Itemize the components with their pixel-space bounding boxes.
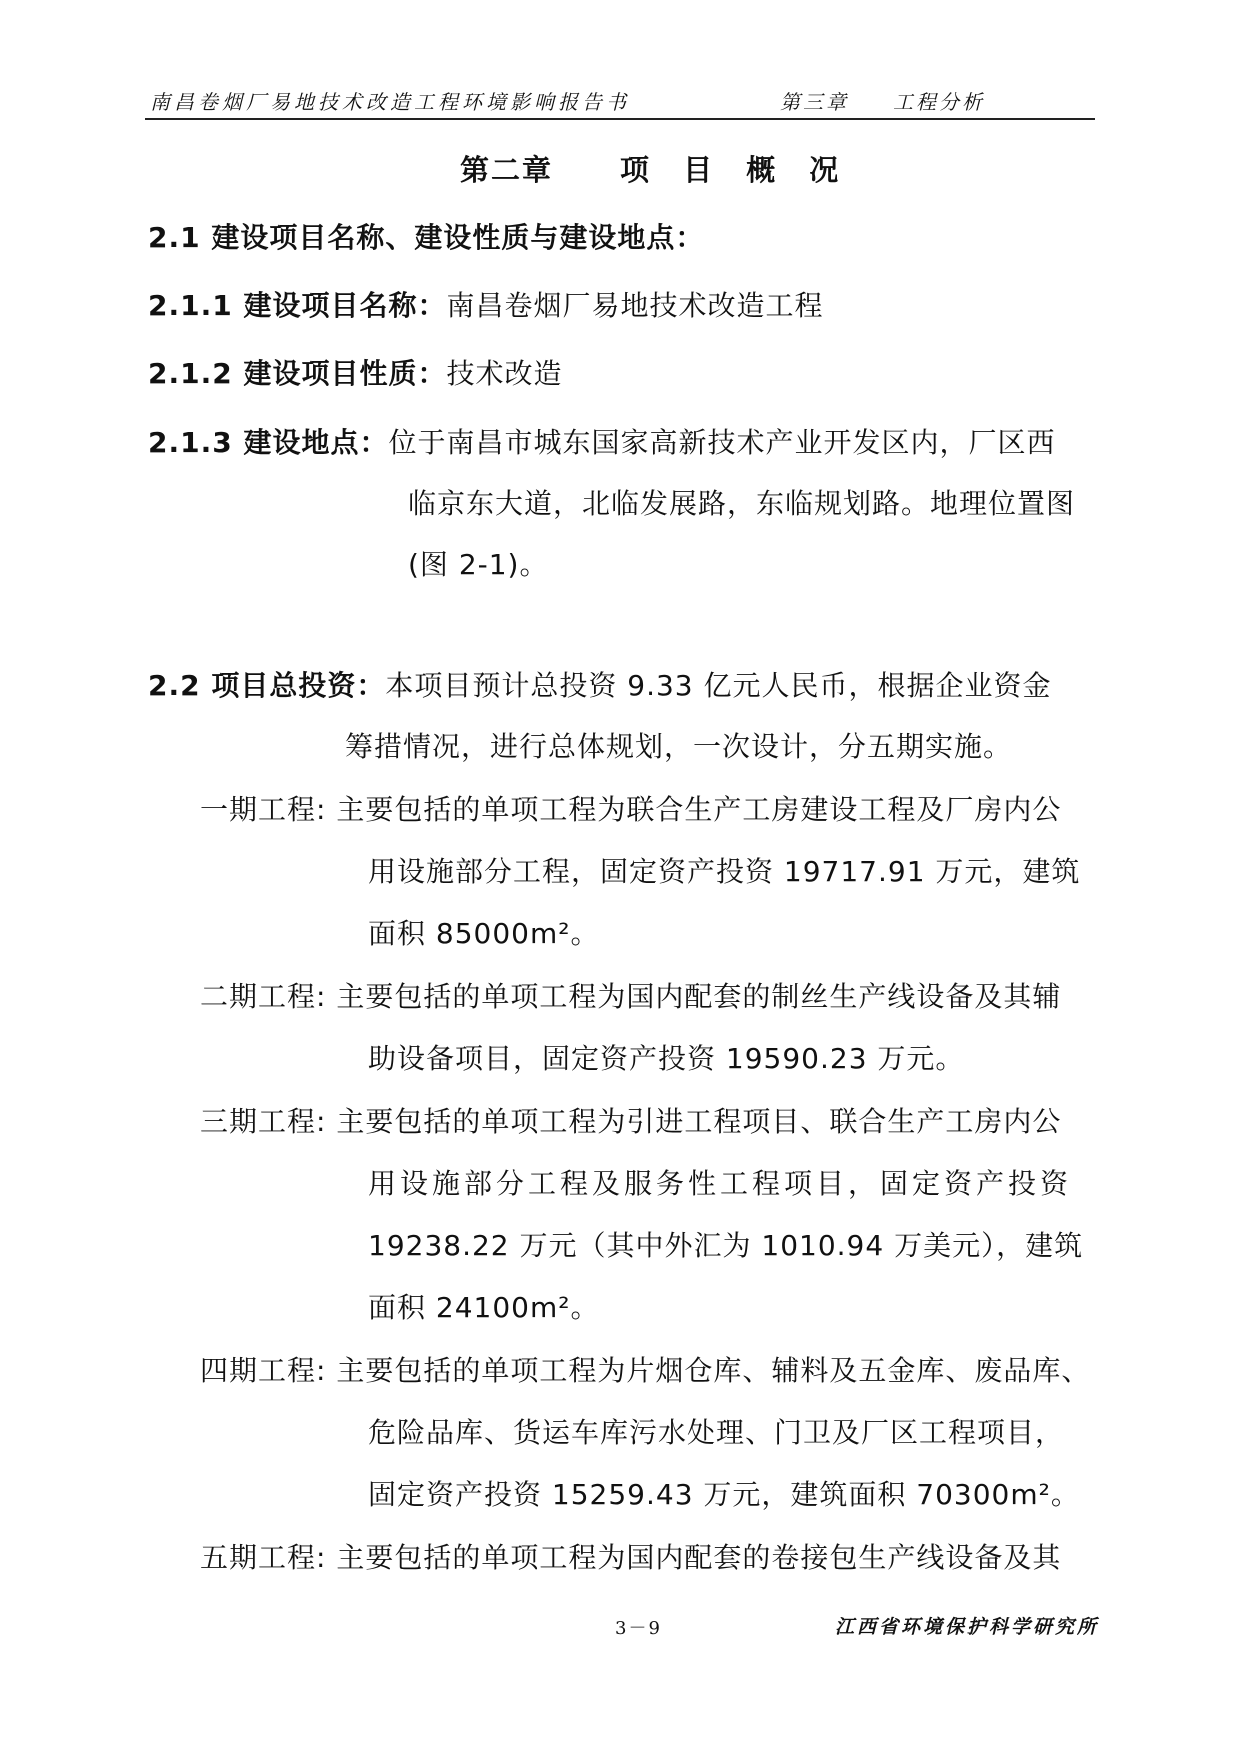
phase-2	[200, 977, 1061, 1017]
phase-5-label: 五期工程:	[200, 1541, 327, 1574]
section-2-1-1-label: 2.1.1 建设项目名称：	[148, 289, 447, 322]
phase-3-label: 三期工程:	[200, 1105, 327, 1138]
section-2-2	[148, 666, 1052, 706]
section-2-1-1	[148, 286, 824, 326]
footer-organization: 江西省环境保护科学研究所	[835, 1616, 1100, 1638]
chapter-title: 项 目 概 况	[620, 153, 851, 187]
phase-3	[200, 1102, 1061, 1142]
section-2-2-label: 2.2 项目总投资：	[148, 669, 386, 702]
phase-3-line-1: 主要包括的单项工程为引进工程项目、联合生产工房内公	[336, 1105, 1062, 1138]
phase-4-line-1: 主要包括的单项工程为片烟仓库、辅料及五金库、废品库、	[336, 1354, 1091, 1387]
phase-2-line-2: 助设备项目，固定资产投资 19590.23 万元。	[368, 1042, 965, 1075]
section-2-2-line-1: 本项目预计总投资 9.33 亿元人民币，根据企业资金	[385, 669, 1052, 702]
phase-4-line-3: 固定资产投资 15259.43 万元，建筑面积 70300m²。	[368, 1478, 1080, 1511]
section-2-1-2	[148, 354, 563, 394]
phase-1	[200, 790, 1061, 830]
section-2-1-3-line-3: (图 2-1)。	[408, 548, 549, 581]
phase-3-line-2: 用设施部分工程及服务性工程项目，固定资产投资	[368, 1167, 1073, 1200]
section-2-1-3-line-1: 位于南昌市城东国家高新技术产业开发区内，厂区西	[388, 426, 1056, 459]
section-2-1-3-line-2: 临京东大道，北临发展路，东临规划路。地理位置图	[408, 487, 1076, 520]
header-rule	[145, 118, 1095, 120]
phase-3-line-4: 面积 24100m²。	[368, 1291, 600, 1324]
phase-2-line-1: 主要包括的单项工程为国内配套的制丝生产线设备及其辅	[336, 980, 1062, 1013]
phase-1-label: 一期工程:	[200, 793, 327, 826]
section-2-2-line-2: 筹措情况，进行总体规划，一次设计，分五期实施。	[345, 730, 1013, 763]
phase-1-line-3: 面积 85000m²。	[368, 917, 600, 950]
phase-1-line-2: 用设施部分工程，固定资产投资 19717.91 万元，建筑	[368, 855, 1081, 888]
section-2-1-2-text: 技术改造	[446, 357, 563, 390]
section-2-1-2-label: 2.1.2 建设项目性质：	[148, 357, 447, 390]
chapter-number: 第二章	[460, 153, 554, 187]
phase-3-line-3: 19238.22 万元（其中外汇为 1010.94 万美元），建筑	[368, 1229, 1084, 1262]
phase-2-label: 二期工程:	[200, 980, 327, 1013]
phase-1-line-1: 主要包括的单项工程为联合生产工房建设工程及厂房内公	[336, 793, 1062, 826]
header-doc-title: 南昌卷烟厂易地技术改造工程环境影响报告书	[150, 90, 630, 114]
header-section: 工程分析	[893, 90, 985, 114]
phase-4-label: 四期工程:	[200, 1354, 327, 1387]
phase-5-line-1: 主要包括的单项工程为国内配套的卷接包生产线设备及其	[336, 1541, 1062, 1574]
header-chapter: 第三章	[780, 90, 849, 114]
phase-4-line-2: 危险品库、货运车库污水处理、门卫及厂区工程项目，	[368, 1416, 1065, 1449]
section-2-1-1-text: 南昌卷烟厂易地技术改造工程	[446, 289, 824, 322]
phase-5	[200, 1538, 1061, 1578]
section-2-1-heading: 2.1 建设项目名称、建设性质与建设地点：	[148, 221, 705, 254]
section-2-1-3-label: 2.1.3 建设地点：	[148, 426, 389, 459]
section-2-1-3	[148, 423, 1056, 463]
footer-page-number: 3－9	[615, 1618, 662, 1639]
phase-4	[200, 1351, 1090, 1391]
